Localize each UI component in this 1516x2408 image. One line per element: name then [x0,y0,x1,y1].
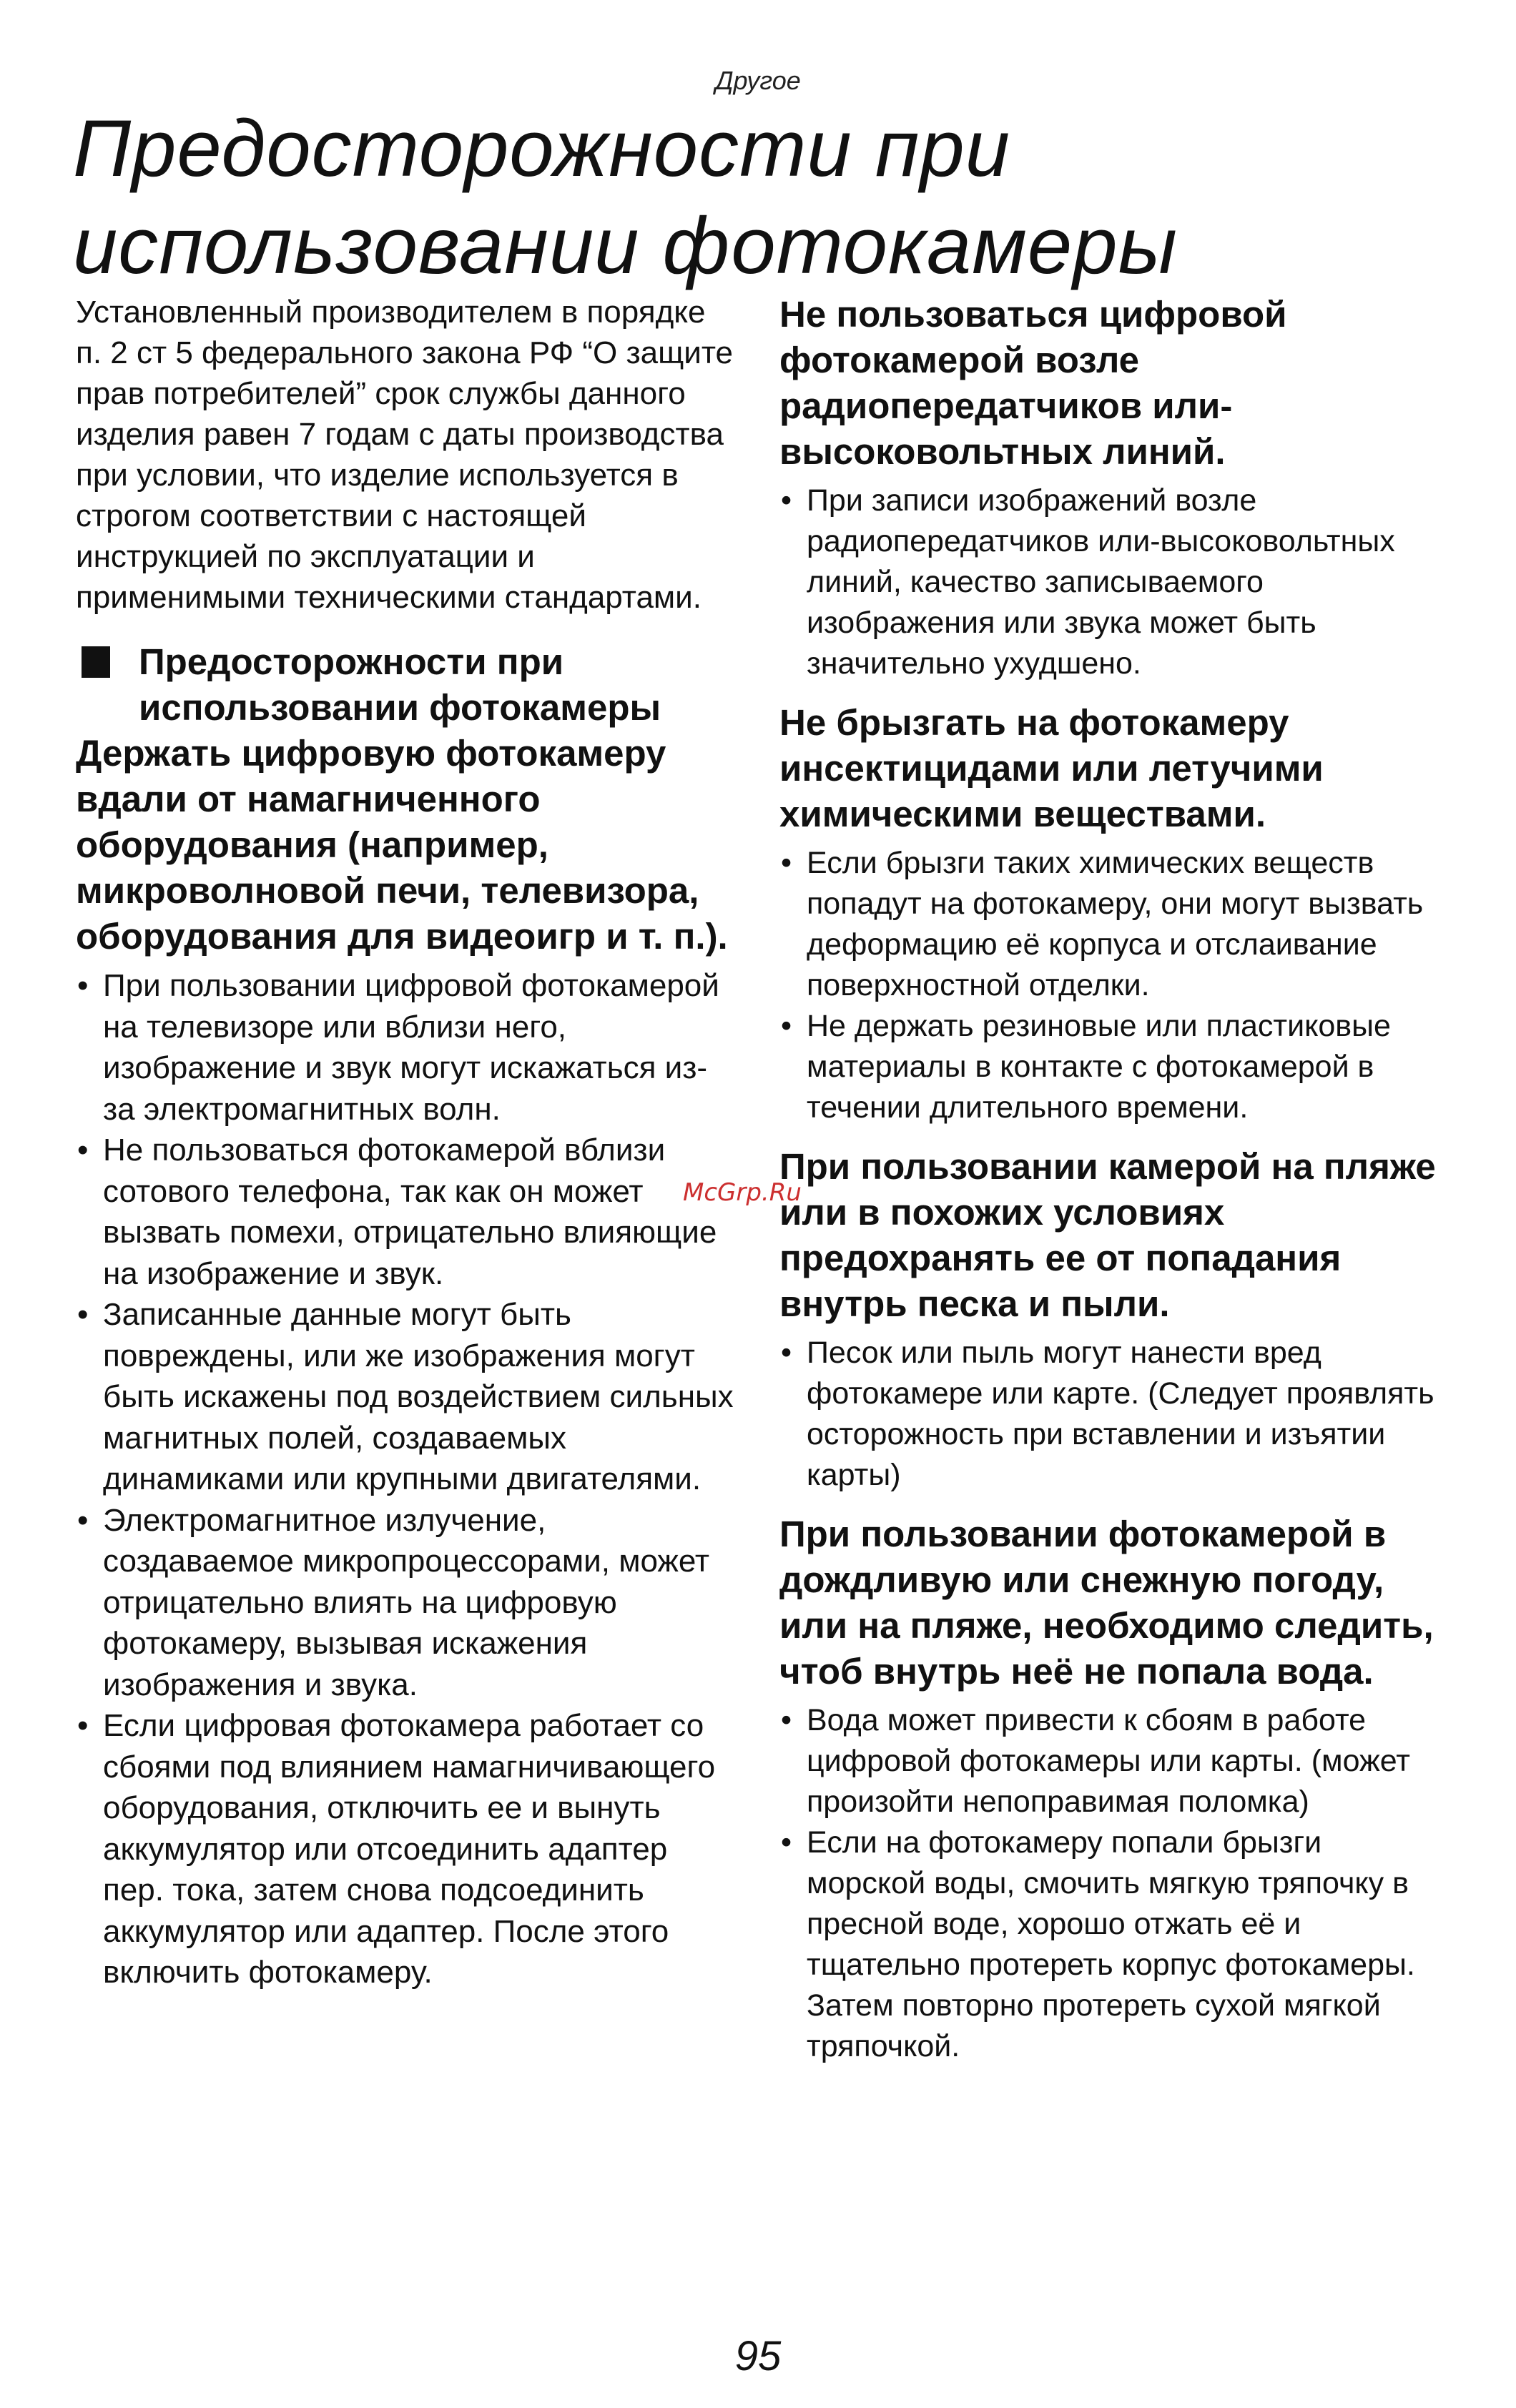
service-life-notice: Установленный производителем в порядке п. 2 ст 5 федерального закона РФ “О защите прав потребителей” срок службы данного изделия равен 7 годам с даты производства при условии, что изделие используется в строгом соответствии с настоящей инструкцией по эксплуатации и применимыми техническими стандартами. [76,295,734,615]
list-item: • Не пользоваться фотокамерой вблизи сотового телефона, так как он может вызвать помехи, отрицательно влияющие на изображение и звук. [76,1130,734,1294]
magnetic-equipment-list [76,965,734,1993]
precautions-subheading [76,639,734,731]
watermark: McGrp.Ru [683,1178,802,1207]
precautions-subheading-text: Предосторожности при использовании фотокамеры [139,641,661,728]
sand-dust-section [779,1144,1444,1496]
left-column [76,292,734,1993]
water-section [779,1511,1444,2067]
right-column [779,292,1444,2083]
list-item: • Записанные данные могут быть повреждены, или же изображения могут быть искажены под воздействием сильных магнитных полей, создаваемых динамиками или крупными двигателями. [76,1294,734,1500]
page-number: 95 [734,2333,782,2379]
sand-dust-list [779,1333,1444,1496]
water-list [779,1700,1444,2067]
magnetic-equipment-heading: Держать цифровую фотокамеру вдали от намагниченного оборудования (например, микроволновой печи, телевизора, оборудования для видеоигр и т. п.). [76,733,728,957]
list-item: • Вода может привести к сбоям в работе цифровой фотокамеры или карты. (может произойти непоправимая поломка) [779,1700,1444,1822]
list-item: • Если на фотокамеру попали брызги морской воды, смочить мягкую тряпочку в пресной воде, хорошо отжать её и тщательно протереть корпус фотокамеры. Затем повторно протереть сухой мягкой тряпочкой. [779,1822,1444,2067]
page-title-line-1: Предосторожности при [73,104,1011,193]
water-heading: При пользовании фотокамерой в дождливую или снежную погоду, или на пляже, необходимо следить, чтоб внутрь неё не попала вода. [779,1514,1434,1692]
list-item: • Если цифровая фотокамера работает со сбоями под влиянием намагничивающего оборудования, отключить ее и вынуть аккумулятор или отсоединить адаптер пер. тока, затем снова подсоединить аккумулятор или адаптер. После этого включить фотокамеру. [76,1705,734,1993]
chemicals-heading: Не брызгать на фотокамеру инсектицидами или летучими химическими веществами. [779,702,1324,834]
list-item: • Электромагнитное излучение, создаваемое микропроцессорами, может отрицательно влиять на цифровую фотокамеру, вызывая искажения изображения и звука. [76,1500,734,1706]
section-label: Другое [715,66,801,95]
list-item: • При пользовании цифровой фотокамерой на телевизоре или вблизи него, изображение и звук могут искажаться из-за электромагнитных волн. [76,965,734,1130]
chemicals-list [779,843,1444,1128]
page-title-line-2: использовании фотокамеры [73,201,1178,290]
sand-dust-heading: При пользовании камерой на пляже или в похожих условиях предохранять ее от попадания внутрь песка и пыли. [779,1146,1436,1324]
list-item: • Если брызги таких химических веществ попадут на фотокамеру, они могут вызвать деформацию её корпуса и отслаивание поверхностной отделки. [779,843,1444,1006]
page-title [73,100,1432,295]
list-item: • Не держать резиновые или пластиковые материалы в контакте с фотокамерой в течении длительного времени. [779,1006,1444,1128]
radio-transmitters-section [779,292,1444,684]
list-item: • Песок или пыль могут нанести вред фотокамере или карте. (Следует проявлять осторожность при вставлении и изъятии карты) [779,1333,1444,1496]
black-square-icon [82,646,110,678]
chemicals-section [779,700,1444,1128]
radio-transmitters-heading: Не пользоваться цифровой фотокамерой возле радиопередатчиков или-высоковольтных линий. [779,294,1287,472]
radio-transmitters-list [779,480,1444,684]
list-item: • При записи изображений возле радиопередатчиков или-высоковольтных линий, качество записываемого изображения или звука может быть значительно ухудшено. [779,480,1444,684]
